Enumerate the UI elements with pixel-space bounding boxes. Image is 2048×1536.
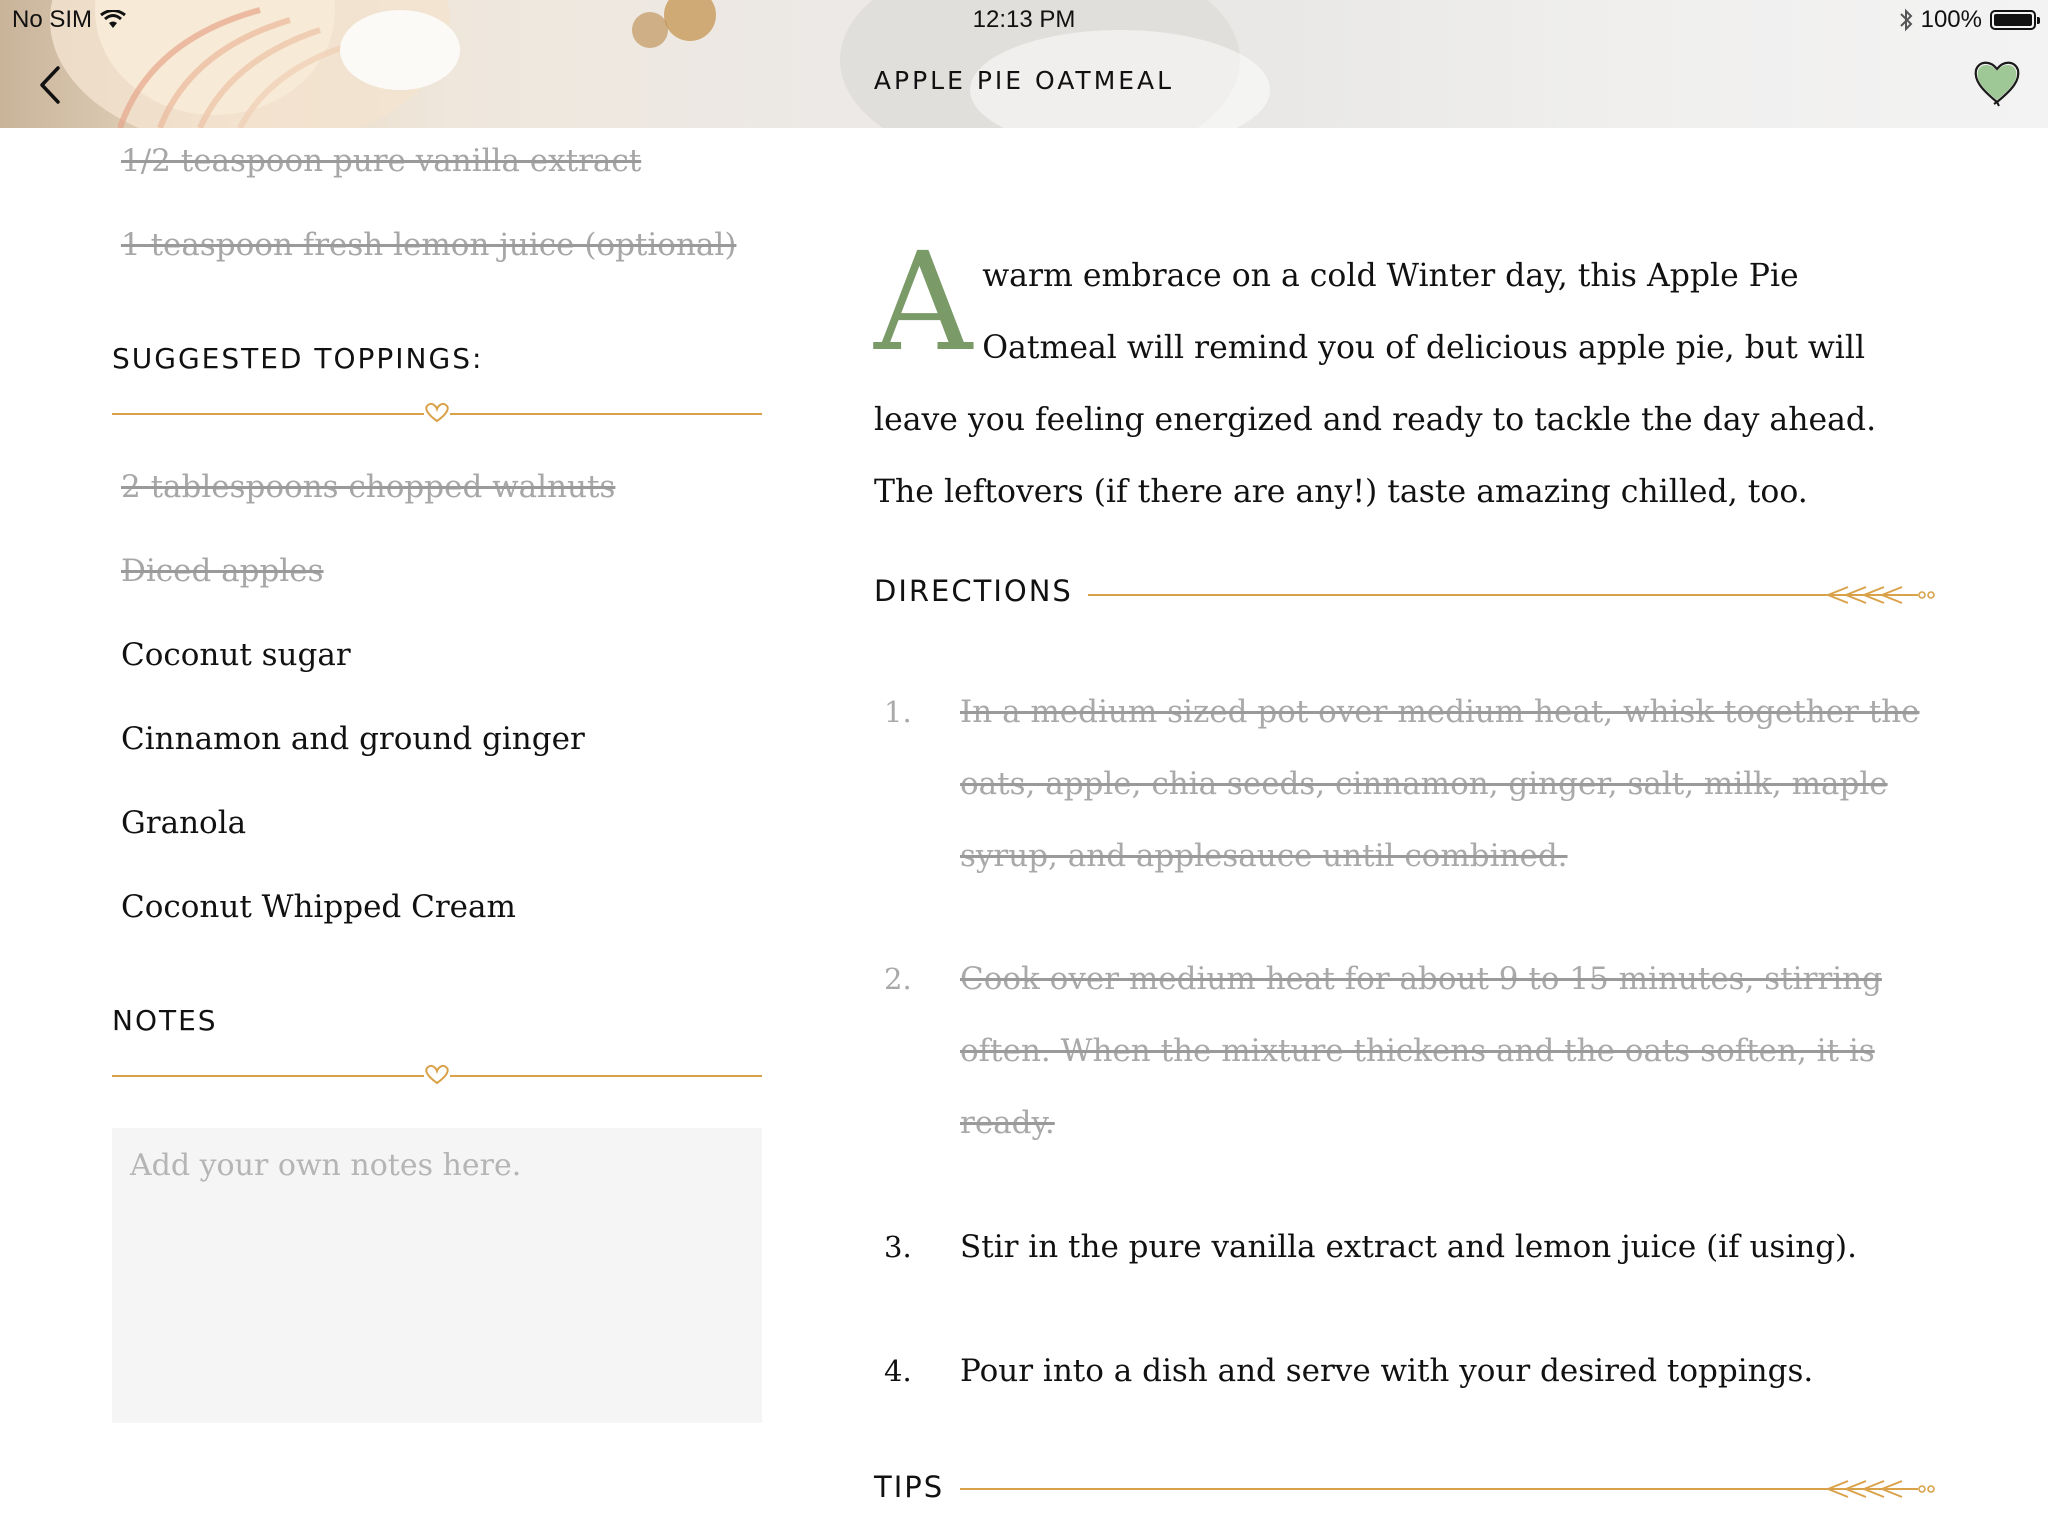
notes-title: NOTES	[112, 1004, 218, 1037]
wheat-divider	[1088, 583, 1938, 607]
status-bar	[0, 0, 2048, 40]
step-text: Pour into a dish and serve with your desired toppings.	[960, 1353, 1814, 1389]
ingredient-item[interactable]: 1 teaspoon fresh lemon juice (optional)	[121, 227, 737, 263]
toppings-title: SUGGESTED TOPPINGS:	[112, 342, 484, 375]
step-text: Stir in the pure vanilla extract and lemon juice (if using).	[960, 1229, 1857, 1265]
step-text: Cook over medium heat for about 9 to 15 minutes, stirring often. When the mixture thickens and the oats soften, it is ready.	[960, 961, 1882, 1141]
topping-item[interactable]: Coconut sugar	[121, 637, 351, 673]
wheat-divider	[960, 1477, 1938, 1501]
page-title: APPLE PIE OATMEAL	[873, 66, 1175, 95]
step-number: 2.	[884, 962, 912, 996]
topping-item[interactable]: Granola	[121, 805, 247, 841]
ingredient-item[interactable]: 1/2 teaspoon pure vanilla extract	[121, 143, 642, 179]
header-bar	[0, 0, 2048, 128]
step-number: 4.	[884, 1354, 912, 1388]
heart-divider	[112, 400, 762, 424]
battery-icon	[1990, 10, 2036, 30]
step-text: In a medium sized pot over medium heat, whisk together the oats, apple, chia seeds, cinnamon, ginger, salt, milk, maple syrup, and applesauce until combined.	[960, 694, 1920, 874]
tips-title: TIPS	[874, 1470, 945, 1504]
status-right	[1899, 6, 2036, 34]
recipe-intro	[874, 224, 1934, 528]
intro-text: warm embrace on a cold Winter day, this Apple Pie Oatmeal will remind you of delicious apple pie, but will leave you feeling energized and ready to tackle the day ahead. The leftovers (if there are any!) taste amazing chilled, too.	[874, 258, 1877, 510]
topping-item[interactable]: Coconut Whipped Cream	[121, 889, 516, 925]
directions-title: DIRECTIONS	[874, 574, 1073, 608]
heart-divider	[112, 1062, 762, 1086]
clock-label: 12:13 PM	[972, 6, 1076, 33]
favorite-button[interactable]	[1972, 56, 2022, 108]
carrier-label: No SIM	[12, 6, 93, 33]
bluetooth-icon	[1899, 8, 1913, 32]
drop-cap: A	[874, 224, 973, 382]
topping-item[interactable]: Diced apples	[121, 553, 324, 589]
step-number: 1.	[884, 695, 912, 729]
battery-percent: 100%	[1920, 6, 1982, 33]
topping-item[interactable]: 2 tablespoons chopped walnuts	[121, 469, 616, 505]
heart-icon	[1972, 56, 2022, 108]
topping-item[interactable]: Cinnamon and ground ginger	[121, 721, 585, 757]
notes-input[interactable]	[112, 1128, 762, 1423]
step-number: 3.	[884, 1230, 912, 1264]
